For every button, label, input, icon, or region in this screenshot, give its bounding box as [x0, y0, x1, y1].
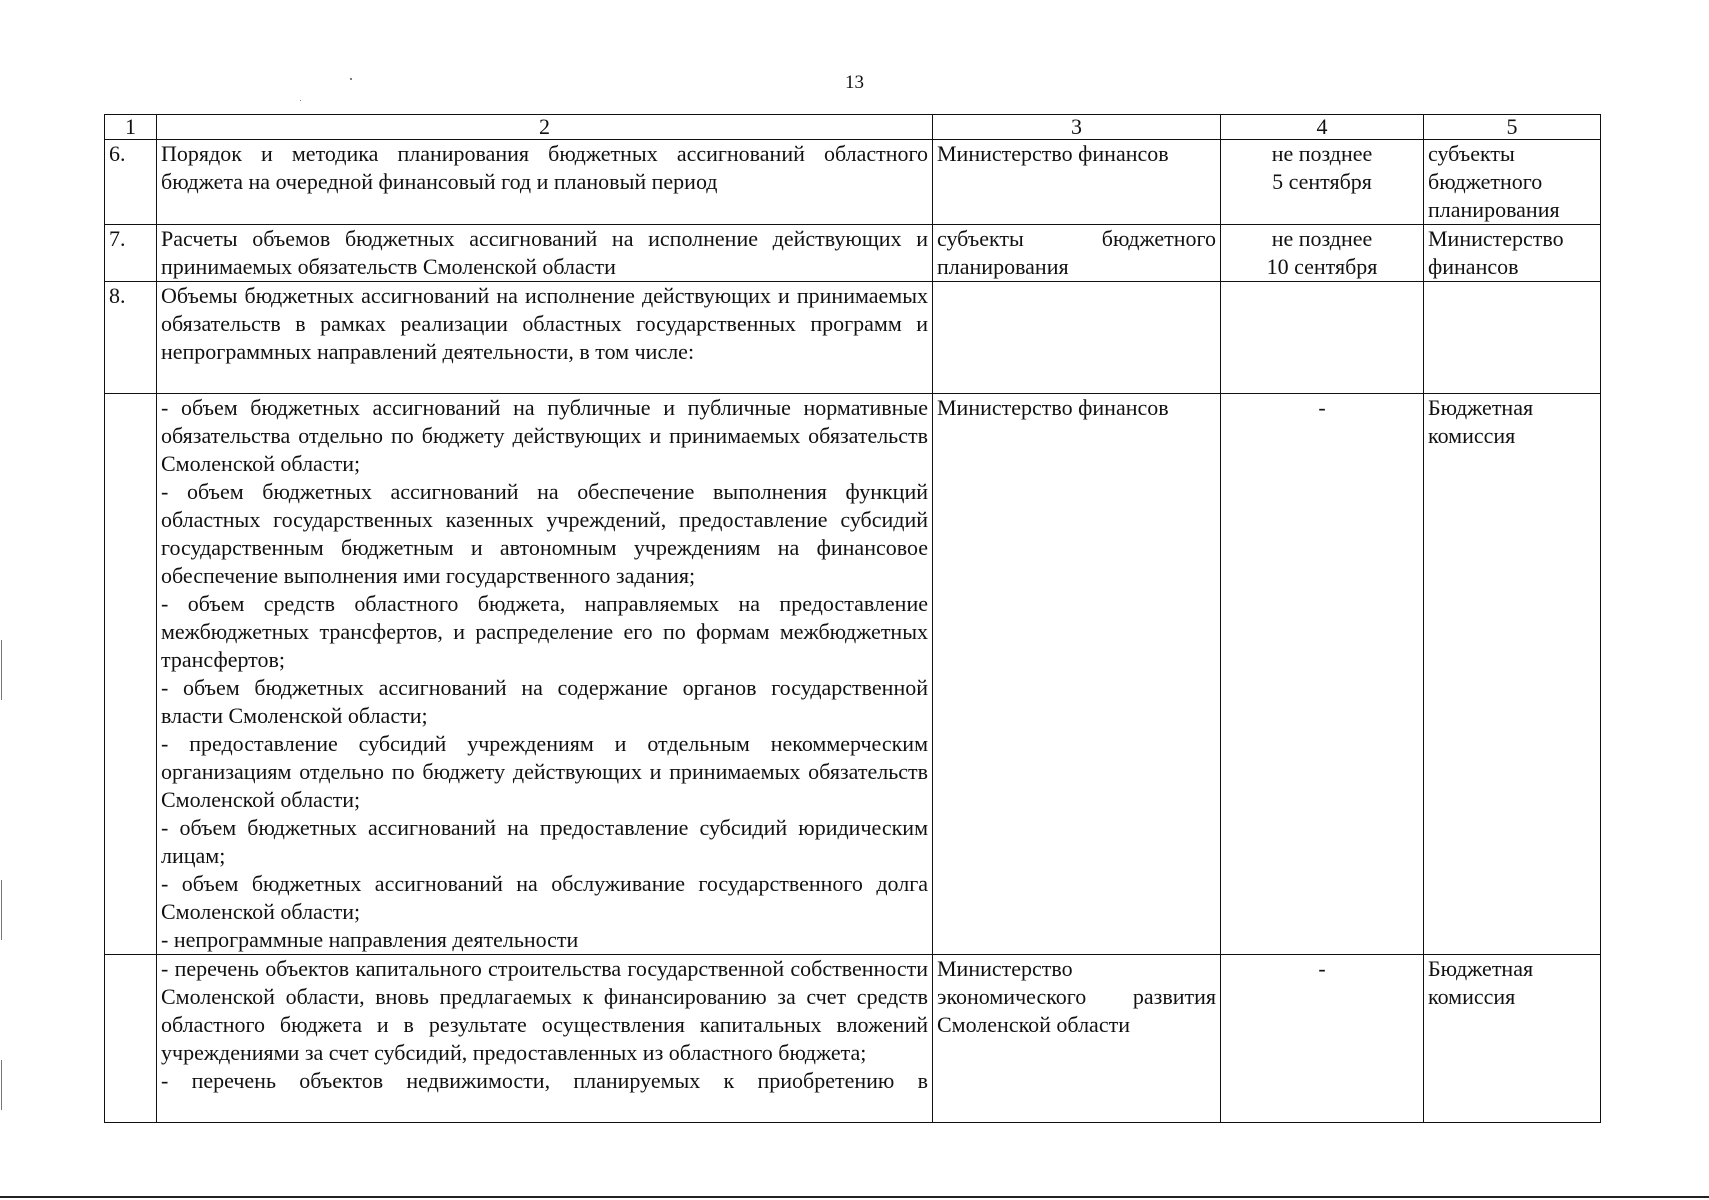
document-description [157, 394, 933, 955]
description-paragraph: - объем бюджетных ассигнований на обеспечение выполнения функций областных государственных казенных учреждений, предоставление субсидий государственным бюджетным и автономным учреждениям на финансовое обеспечение выполнения ими государственного задания; [161, 479, 928, 588]
table-header-row [105, 115, 1601, 140]
deadline-line: - [1318, 956, 1326, 981]
recipient-line: Бюджетная [1428, 395, 1534, 420]
deadline [1221, 394, 1424, 955]
table-row [105, 282, 1601, 394]
document-description [157, 282, 933, 394]
description-paragraph: - объем бюджетных ассигнований на предоставление субсидий юридическим лицам; [161, 815, 928, 868]
recipient-line: Бюджетная [1428, 956, 1534, 981]
column-header: 3 [933, 115, 1221, 140]
column-header: 1 [105, 115, 157, 140]
deadline-line: не позднее [1271, 226, 1373, 251]
description-paragraph: - непрограммные направления деятельности [161, 927, 579, 952]
column-header: 4 [1221, 115, 1424, 140]
column-header: 2 [157, 115, 933, 140]
row-number [105, 394, 157, 955]
responsible-party: Министерство экономического развития Смоленской области [933, 955, 1221, 1123]
deadline [1221, 140, 1424, 225]
recipient-line: бюджетного [1428, 169, 1543, 194]
description-paragraph: Объемы бюджетных ассигнований на исполнение действующих и принимаемых обязательств в рамках реализации областных государственных программ и непрограммных направлений деятельности, в том числе: [161, 283, 928, 364]
recipient [1424, 282, 1601, 394]
deadline [1221, 955, 1424, 1123]
recipient-line: комиссия [1428, 984, 1516, 1009]
recipient-line: субъекты [1428, 141, 1515, 166]
row-number: 7. [105, 225, 157, 282]
column-header: 5 [1424, 115, 1601, 140]
description-paragraph: Порядок и методика планирования бюджетных ассигнований областного бюджета на очередной финансовый год и плановый период [161, 141, 928, 194]
description-paragraph: - предоставление субсидий учреждениям и отдельным некоммерческим организациям отдельно по бюджету действующих и принимаемых обязательств Смоленской области; [161, 731, 928, 812]
table-row [105, 140, 1601, 225]
responsible-party: Министерство финансов [933, 140, 1221, 225]
description-paragraph: - объем бюджетных ассигнований на содержание органов государственной власти Смоленской области; [161, 675, 928, 728]
page-number: 13 [845, 72, 864, 93]
document-description [157, 140, 933, 225]
table-row [105, 955, 1601, 1123]
table-row [105, 225, 1601, 282]
row-number: 8. [105, 282, 157, 394]
scan-speck [300, 100, 301, 101]
deadline-line: не позднее [1271, 141, 1373, 166]
document-description [157, 225, 933, 282]
recipient [1424, 394, 1601, 955]
description-paragraph: Расчеты объемов бюджетных ассигнований на исполнение действующих и принимаемых обязательств Смоленской области [161, 226, 928, 279]
responsible-party: субъекты бюджетного планирования [933, 225, 1221, 282]
deadline-line: 10 сентября [1266, 254, 1378, 279]
row-number: 6. [105, 140, 157, 225]
page-edge [0, 1196, 1709, 1198]
recipient-line: финансов [1428, 254, 1519, 279]
deadline [1221, 225, 1424, 282]
deadline-line: - [1318, 395, 1326, 420]
recipient-line: планирования [1428, 197, 1560, 222]
description-paragraph: - объем средств областного бюджета, направляемых на предоставление межбюджетных трансфертов, и распределение его по формам межбюджетных трансфертов; [161, 591, 928, 672]
description-paragraph: - объем бюджетных ассигнований на публичные и публичные нормативные обязательства отдельно по бюджету действующих и принимаемых обязательств Смоленской области; [161, 395, 928, 476]
deadline-line: 5 сентября [1272, 169, 1372, 194]
scan-edge [1, 1060, 2, 1110]
document-description [157, 955, 933, 1123]
recipient [1424, 140, 1601, 225]
recipient-line: Министерство [1428, 226, 1564, 251]
recipient [1424, 955, 1601, 1123]
row-number [105, 955, 157, 1123]
recipient [1424, 225, 1601, 282]
responsible-party: Министерство финансов [933, 394, 1221, 955]
responsible-party [933, 282, 1221, 394]
schedule-table [104, 114, 1601, 1123]
scan-edge [1, 640, 2, 700]
scan-edge [1, 880, 2, 940]
description-paragraph: - объем бюджетных ассигнований на обслуживание государственного долга Смоленской области; [161, 871, 928, 924]
deadline [1221, 282, 1424, 394]
description-paragraph: - перечень объектов капитального строительства государственной собственности Смоленской области, вновь предлагаемых к финансированию за счет средств областного бюджета и в результате осуществления капитальных вложений учреждениями за счет субсидий, предоставленных из областного бюджета; [161, 956, 928, 1065]
table-row [105, 394, 1601, 955]
description-paragraph: - перечень объектов недвижимости, планируемых к приобретению в [161, 1068, 928, 1093]
recipient-line: комиссия [1428, 423, 1516, 448]
